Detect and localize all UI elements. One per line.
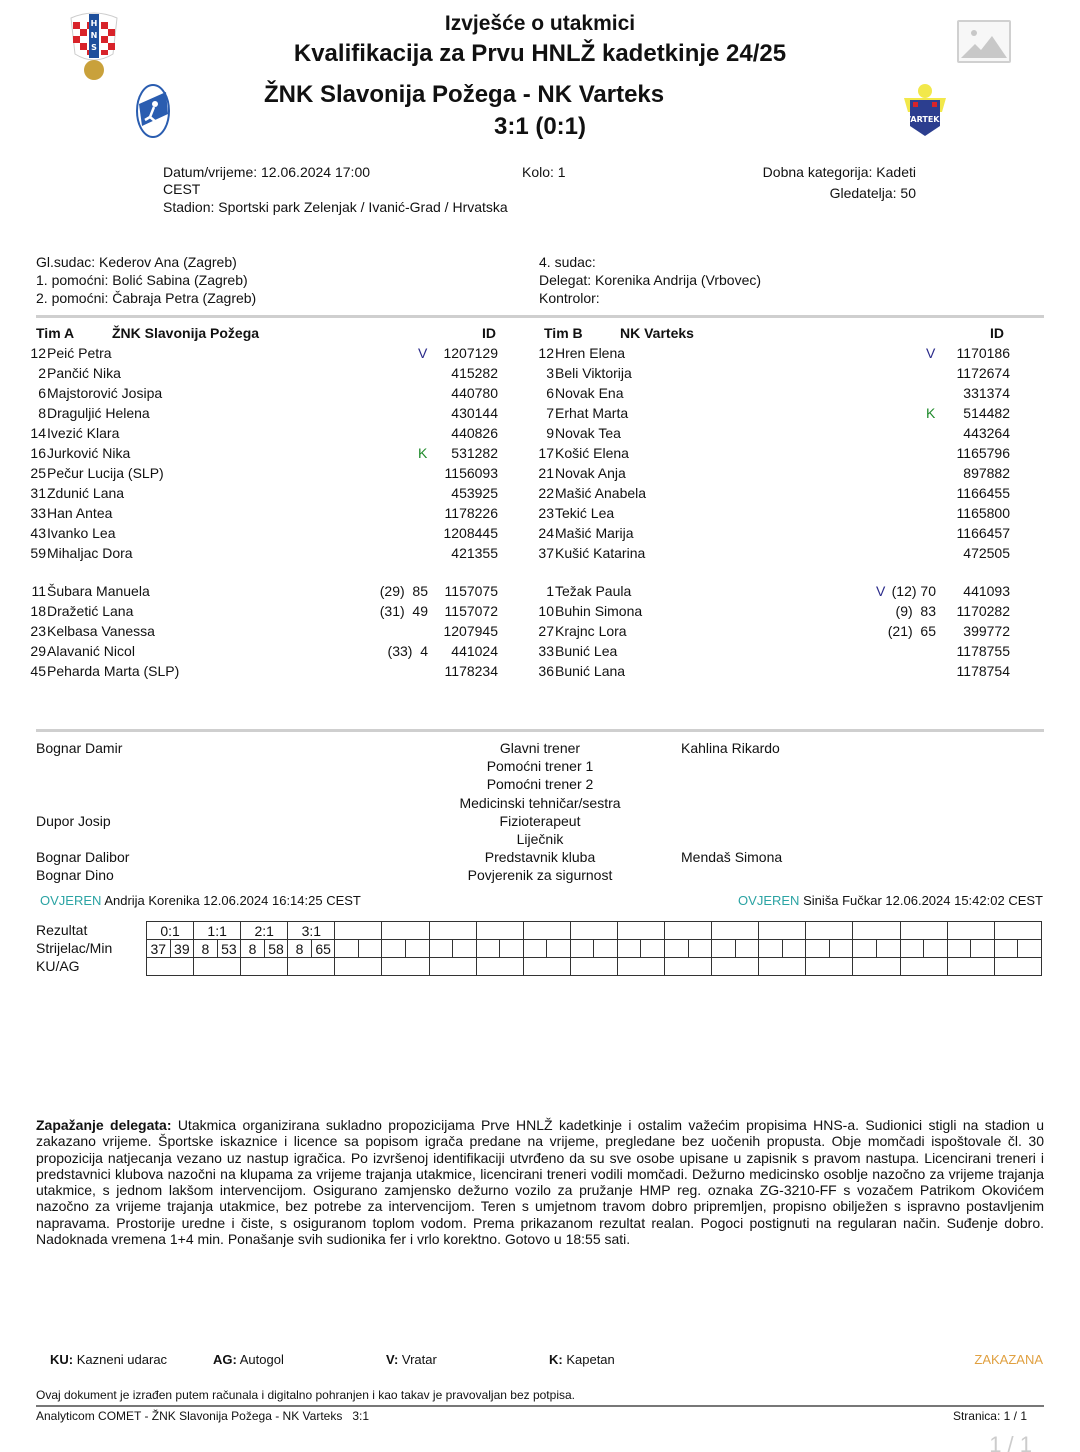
substitution-info: (31) 49 [379,603,428,619]
player-id: 514482 [963,405,1010,421]
verification-left [40,893,361,908]
minute-cell [829,940,853,958]
minute-cell: 65 [311,940,335,958]
player-id: 1178754 [956,663,1010,679]
scorer-row [147,940,1042,958]
team-a-staff-name: Bognar Dalibor [36,849,130,865]
player-id: 1156093 [444,465,498,481]
player-id: 453925 [451,485,498,501]
player-id: 531282 [451,445,498,461]
footer-divider [36,1405,1044,1407]
spectators: Gledatelja: 50 [829,185,916,201]
ku-ag-cell [806,958,853,976]
minute-cell [641,940,665,958]
scorer-cell [523,940,547,958]
substitution-info: (21) 65 [887,623,936,639]
substitution-info: (33) 4 [387,643,428,659]
team-b-label: Tim B [544,325,583,341]
result-cell [853,922,900,940]
player-id: 1178755 [956,643,1010,659]
scorer-cell: 8 [288,940,312,958]
player-id: 415282 [451,365,498,381]
player-row [20,661,520,681]
shirt-number: 37 [538,545,554,561]
page-indicator: 1 / 1 [989,1432,1032,1452]
match-title: ŽNK Slavonija Požega - NK Varteks [264,81,665,108]
player-name: Peharda Marta (SLP) [47,663,180,679]
player-name: Hren Elena [555,345,626,361]
assistant-referee-1: 1. pomoćni: Bolić Sabina (Zagreb) [36,272,248,288]
ku-ag-cell [900,958,947,976]
minute-cell [688,940,712,958]
result-cell [665,922,712,940]
player-id: 430144 [451,405,498,421]
player-name: Mihaljac Dora [47,545,133,561]
player-name: Košić Elena [555,445,629,461]
scorer-cell: 8 [194,940,218,958]
match-score: 3:1 (0:1) [493,113,587,140]
shirt-number: 9 [546,425,554,441]
player-row [528,483,1028,503]
player-row [528,661,1028,681]
player-row [528,581,1028,601]
result-cell [994,922,1041,940]
substitution-info: (9) 83 [895,603,936,619]
report-title: Izvješće o utakmici [444,12,636,35]
shirt-number: 18 [30,603,46,619]
ku-ag-cell [947,958,994,976]
main-referee: Gl.sudac: Kederov Ana (Zagreb) [36,254,237,270]
player-row [528,403,1028,423]
minute-cell [358,940,382,958]
result-cell: 3:1 [288,922,335,940]
scorer-cell [476,940,500,958]
legend-key: KU: [50,1352,74,1367]
player-row [528,641,1028,661]
shirt-number: 12 [538,345,554,361]
shirt-number: 33 [538,643,554,659]
ku-ag-row [147,958,1042,976]
verified-status: OVJEREN [738,893,800,908]
player-row [528,443,1028,463]
ku-ag-cell [994,958,1041,976]
legend-key: V: [386,1352,399,1367]
staff-role: Medicinski tehničar/sestra [459,795,621,811]
scorer-cell [570,940,594,958]
ku-ag-cell [759,958,806,976]
result-cell [759,922,806,940]
player-row [20,463,520,483]
player-name: Mašić Anabela [555,485,647,501]
match-datetime: Datum/vrijeme: 12.06.2024 17:00 [163,164,371,180]
player-id: 1157075 [444,583,498,599]
team-a-staff-name: Bognar Damir [36,740,123,756]
player-id: 1165800 [956,505,1010,521]
player-id: 1165796 [956,445,1010,461]
player-name: Han Antea [47,505,113,521]
result-cell [806,922,853,940]
shirt-number: 6 [546,385,554,401]
shirt-number: 43 [30,525,46,541]
result-cell [947,922,994,940]
player-row [20,343,520,363]
player-id: 421355 [451,545,498,561]
result-cell [712,922,759,940]
observation-label: Zapažanje delegata: [36,1117,172,1133]
shirt-number: 27 [538,623,554,639]
shirt-number: 36 [538,663,554,679]
player-id: 399772 [963,623,1010,639]
shirt-number: 22 [538,485,554,501]
ku-ag-cell [853,958,900,976]
team-b-id-header: ID [990,325,1004,341]
shirt-number: 6 [38,385,46,401]
result-cell [523,922,570,940]
svg-text:VARTEKS: VARTEKS [904,115,946,124]
player-row [528,363,1028,383]
delegate-observation [36,1117,1044,1247]
player-row [20,423,520,443]
legend-ku [50,1352,167,1367]
ku-ag-cell [665,958,712,976]
team-a-staff-name: Bognar Dino [36,867,114,883]
match-round: Kolo: 1 [522,164,566,180]
assistant-referee-2: 2. pomoćni: Čabraja Petra (Zagreb) [36,290,257,306]
ku-ag-cell [288,958,335,976]
shirt-number: 8 [38,405,46,421]
player-id: 1170282 [956,603,1010,619]
substitution-info: (12) 70 [891,583,936,599]
player-name: Zdunić Lana [47,485,125,501]
ku-ag-cell [241,958,288,976]
goalkeeper-mark: V [876,583,886,599]
verification-right [738,893,1043,908]
shirt-number: 7 [546,405,554,421]
result-cell [476,922,523,940]
player-id: 441024 [451,643,498,659]
minute-cell [1018,940,1042,958]
result-cell [617,922,664,940]
player-name: Pečur Lucija (SLP) [47,465,164,481]
player-row [20,621,520,641]
minute-cell: 39 [170,940,194,958]
ku-ag-cell [712,958,759,976]
scorer-cell [665,940,689,958]
staff-role: Povjerenik za sigurnost [467,867,613,883]
shirt-number: 21 [538,465,554,481]
svg-text:H: H [90,19,98,28]
staff-role: Glavni trener [499,740,581,756]
legend-value: Kazneni udarac [73,1352,168,1367]
shirt-number: 16 [30,445,46,461]
fourth-official: 4. sudac: [539,254,596,270]
player-name: Pančić Nika [47,365,121,381]
footer-source: Analyticom COMET - ŽNK Slavonija Požega - NK Varteks 3:1 [36,1409,370,1423]
goalkeeper-mark: V [926,345,936,361]
player-row [20,523,520,543]
legend-k [549,1352,615,1367]
player-id: 1172674 [956,365,1010,381]
result-cell [570,922,617,940]
scorer-cell [335,940,359,958]
shirt-number: 31 [30,485,46,501]
substitution-info: (29) 85 [379,583,428,599]
page-number: Stranica: 1 / 1 [952,1409,1027,1423]
score-table [146,921,1042,976]
player-name: Kelbasa Vanessa [47,623,155,639]
shirt-number: 12 [30,345,46,361]
scorer-cell [429,940,453,958]
match-timezone: CEST [163,181,201,197]
match-status: ZAKAZANA [974,1352,1043,1367]
player-id: 440826 [451,425,498,441]
player-name: Majstorović Josipa [47,385,163,401]
player-id: 1178226 [444,505,498,521]
player-row [20,581,520,601]
result-cell [382,922,429,940]
match-delegate: Delegat: Korenika Andrija (Vrbovec) [539,272,762,288]
player-row [528,383,1028,403]
player-name: Buhin Simona [555,603,643,619]
shirt-number: 2 [38,365,46,381]
player-id: 1170186 [956,345,1010,361]
scorer-cell: 37 [147,940,171,958]
player-name: Težak Paula [555,583,632,599]
divider [36,315,1044,318]
minute-cell [500,940,524,958]
player-name: Tekić Lea [555,505,615,521]
team-b-staff-name: Kahlina Rikardo [681,740,780,756]
player-name: Jurković Nika [47,445,131,461]
shirt-number: 17 [538,445,554,461]
shirt-number: 11 [31,583,46,599]
scorer-cell [853,940,877,958]
ku-ag-cell [382,958,429,976]
team-a-name: ŽNK Slavonija Požega [112,325,260,341]
player-name: Kušić Katarina [555,545,646,561]
ku-ag-cell [429,958,476,976]
ku-ag-cell [335,958,382,976]
player-id: 1178234 [444,663,498,679]
penalty-owngoal-label: KU/AG [36,958,80,974]
player-row [528,543,1028,563]
player-row [20,483,520,503]
ku-ag-cell [617,958,664,976]
minute-cell [594,940,618,958]
result-cell [429,922,476,940]
player-id: 1207945 [443,623,498,639]
shirt-number: 45 [30,663,46,679]
minute-cell [735,940,759,958]
player-id: 441093 [963,583,1010,599]
player-id: 443264 [963,425,1010,441]
result-label: Rezultat [36,922,88,938]
minute-cell: 53 [217,940,241,958]
shirt-number: 24 [538,525,554,541]
verified-status: OVJEREN [40,893,102,908]
player-row [528,621,1028,641]
player-id: 1166455 [956,485,1010,501]
age-category: Dobna kategorija: Kadeti [762,164,916,180]
legend-key: K: [549,1352,563,1367]
player-row [20,383,520,403]
player-name: Erhat Marta [555,405,629,421]
player-name: Bunić Lea [555,643,618,659]
captain-mark: K [418,445,428,461]
player-row [528,601,1028,621]
player-row [20,443,520,463]
result-row [147,922,1042,940]
player-id: 1166457 [956,525,1010,541]
team-b-name: NK Varteks [620,325,694,341]
scorer-cell [712,940,736,958]
scorer-minute-label: Strijelac/Min [36,940,113,956]
legend-value: Kapetan [562,1352,615,1367]
legend-key: AG: [213,1352,237,1367]
team-b-staff-name: Mendaš Simona [681,849,783,865]
player-name: Beli Viktorija [555,365,632,381]
svg-text:N: N [90,31,98,40]
player-row [20,403,520,423]
ku-ag-cell [570,958,617,976]
player-name: Šubara Manuela [47,583,150,599]
legend-ag [213,1352,284,1367]
player-id: 1207129 [443,345,498,361]
player-name: Alavanić Nicol [47,643,135,659]
result-cell: 1:1 [194,922,241,940]
scorer-cell [382,940,406,958]
legend-value: Vratar [398,1352,437,1367]
player-id: 897882 [963,465,1010,481]
player-row [20,601,520,621]
staff-role: Pomoćni trener 2 [486,776,594,792]
result-cell: 0:1 [147,922,194,940]
scorer-cell [617,940,641,958]
player-name: Dražetić Lana [47,603,134,619]
minute-cell: 58 [264,940,288,958]
player-name: Novak Anja [555,465,626,481]
score-table-labels [36,921,112,975]
scorer-cell [947,940,971,958]
player-id: 331374 [963,385,1010,401]
minute-cell [971,940,995,958]
staff-role: Liječnik [516,831,564,847]
verified-by: Siniša Fučkar 12.06.2024 15:42:02 CEST [803,893,1043,908]
player-name: Ivezić Klara [47,425,120,441]
match-stadium: Stadion: Sportski park Zelenjak / Ivanić-Grad / Hrvatska [163,199,508,215]
shirt-number: 1 [546,583,554,599]
shirt-number: 59 [30,545,46,561]
player-row [20,543,520,563]
player-row [20,641,520,661]
player-name: Ivanko Lea [47,525,116,541]
divider [36,729,1044,732]
player-name: Draguljić Helena [47,405,150,421]
minute-cell [782,940,806,958]
player-name: Novak Tea [555,425,621,441]
player-id: 1208445 [443,525,498,541]
scorer-cell [900,940,924,958]
shirt-number: 3 [546,365,554,381]
legend-v [386,1352,437,1367]
scorer-cell [994,940,1018,958]
shirt-number: 14 [30,425,46,441]
player-id: 472505 [963,545,1010,561]
minute-cell [876,940,900,958]
observation-text: Utakmica organizirana sukladno propozicijama Prve HNLŽ kadetkinje i ostalim važećim propisima HNS-a. Sudionici stigli na stadion u zakazano vrijeme. Športske iskaznice i licence sa popisom igrača predane na vrijeme, pregledane bez uočenih propusta. Obje momčadi ispoštovale čl. 30 propozicija natjecanja vezano uz nastup igračica. Po izvršenoj identifikaciji utvrđeno da su sve osobe upisane u zapisnik s pravom nastupa. Licencirani treneri i predstavnici klubova nazočni na klupama za vrijeme trajanja utakmice, licencirani treneri vodili momčadi. Dežurno medicinsko osoblje nazočno za vrijeme trajanja utakmice, s jednom lakšom intervencijom. Osigurano zamjensko dežurno vozilo za pružanje HMP reg. oznaka ZG-3210-FF s vozačem Patrikom Okovićem nazočno za vrijeme trajanja utakmice, bez potrebe za intervencijom. Teren s umjetnom travom dobro pripremljen, propisno obilježen s ispravno postavljenim napravama. Prostorije uredne i čiste, s osiguranom toplom vodom. Prema prikazanom rezultat realan. Pogoci postignuti na regularan način. Suđenje dobro. Nadoknada vremena 1+4 min. Ponašanje svih sudionika fer i vrlo korektno. Gotovo u 18:55 sati. [36,1117,1044,1248]
player-row [20,503,520,523]
team-a-id-header: ID [482,325,496,341]
goalkeeper-mark: V [418,345,428,361]
shirt-number: 29 [30,643,46,659]
shirt-number: 23 [30,623,46,639]
result-cell: 2:1 [241,922,288,940]
minute-cell [924,940,948,958]
player-row [528,343,1028,363]
result-cell [900,922,947,940]
minute-cell [453,940,477,958]
shirt-number: 10 [538,603,554,619]
staff-role: Fizioterapeut [499,813,581,829]
team-a-staff-name: Dupor Josip [36,813,111,829]
scorer-cell [806,940,830,958]
staff-role: Pomoćni trener 1 [486,758,594,774]
captain-mark: K [926,405,936,421]
player-id: 1157072 [444,603,498,619]
shirt-number: 33 [30,505,46,521]
result-cell [335,922,382,940]
minute-cell [406,940,430,958]
player-row [528,503,1028,523]
player-name: Novak Ena [555,385,624,401]
player-name: Krajnc Lora [555,623,627,639]
staff-role: Predstavnik kluba [484,849,596,865]
ku-ag-cell [476,958,523,976]
scorer-cell [759,940,783,958]
disclaimer: Ovaj dokument je izrađen putem računala i digitalno pohranjen i kao takav je pravovaljan bez potpisa. [36,1388,575,1402]
player-row [528,463,1028,483]
svg-text:S: S [91,43,97,52]
shirt-number: 25 [30,465,46,481]
minute-cell [547,940,571,958]
competition-title: Kvalifikacija za Prvu HNLŽ kadetkinje 24/25 [293,40,787,67]
legend-value: Autogol [236,1352,284,1367]
ku-ag-cell [194,958,241,976]
player-row [528,523,1028,543]
player-name: Peić Petra [47,345,112,361]
team-a-label: Tim A [36,325,75,341]
match-controller: Kontrolor: [539,290,600,306]
verified-by: Andrija Korenika 12.06.2024 16:14:25 CEST [104,893,361,908]
ku-ag-cell [147,958,194,976]
ku-ag-cell [523,958,570,976]
player-name: Bunić Lana [555,663,626,679]
player-id: 440780 [451,385,498,401]
player-row [528,423,1028,443]
shirt-number: 23 [538,505,554,521]
scorer-cell: 8 [241,940,265,958]
player-name: Mašić Marija [555,525,634,541]
player-row [20,363,520,383]
